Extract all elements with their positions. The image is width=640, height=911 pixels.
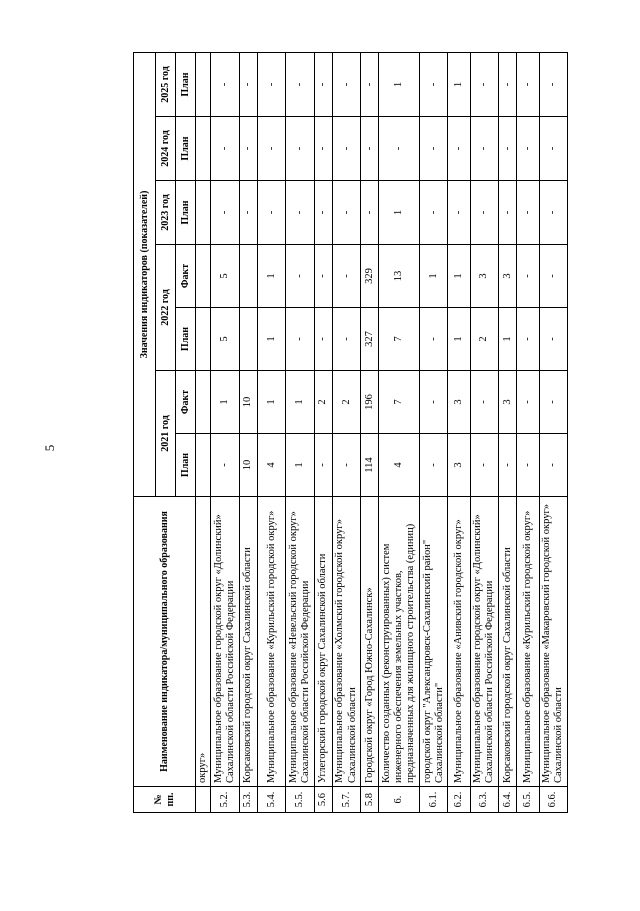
value-cell: 1	[257, 308, 285, 371]
value-cell: -	[470, 181, 498, 245]
value-cell: 3	[448, 434, 470, 497]
value-cell: -	[419, 371, 447, 434]
value-cell: -	[539, 308, 567, 371]
value-cell: -	[314, 117, 332, 181]
value-cell: -	[517, 434, 539, 497]
value-cell: -	[332, 245, 360, 308]
value-cell: -	[517, 117, 539, 181]
header-year-2021: 2021 год	[156, 371, 176, 497]
row-number: 5.2.	[211, 787, 239, 813]
value-cell: -	[257, 52, 285, 116]
table-body	[196, 52, 568, 812]
value-cell	[196, 245, 211, 308]
value-cell: 4	[379, 434, 420, 497]
table-row	[257, 52, 285, 812]
value-cell: -	[211, 117, 239, 181]
value-cell: -	[211, 52, 239, 116]
value-cell: -	[419, 117, 447, 181]
value-cell	[196, 371, 211, 434]
row-name: Корсаковский городской округ Сахалинской области	[499, 497, 517, 787]
value-cell: -	[539, 117, 567, 181]
row-number: 6.4.	[499, 787, 517, 813]
value-cell: -	[314, 434, 332, 497]
table-row	[211, 52, 239, 812]
value-cell	[196, 52, 211, 116]
value-cell: 1	[286, 371, 314, 434]
value-cell: 1	[257, 245, 285, 308]
page-number: 5	[42, 444, 57, 452]
value-cell: -	[448, 181, 470, 245]
value-cell: -	[499, 117, 517, 181]
row-number	[196, 787, 211, 813]
table-row	[239, 52, 257, 812]
value-cell: 5	[211, 245, 239, 308]
value-cell: -	[539, 181, 567, 245]
value-cell: 1	[448, 308, 470, 371]
row-name: Муниципальное образование «Макаровский городской округ» Сахалинской области	[539, 497, 567, 787]
row-number: 5.7.	[332, 787, 360, 813]
value-cell: -	[286, 245, 314, 308]
value-cell: -	[539, 52, 567, 116]
table-row	[499, 52, 517, 812]
row-name: Муниципальное образование «Холмский городской округ» Сахалинской области	[332, 497, 360, 787]
value-cell: -	[517, 245, 539, 308]
value-cell: 2	[314, 371, 332, 434]
value-cell: -	[286, 117, 314, 181]
value-cell: -	[332, 434, 360, 497]
value-cell: -	[499, 181, 517, 245]
value-cell: -	[499, 52, 517, 116]
value-cell: -	[286, 52, 314, 116]
value-cell: -	[332, 52, 360, 116]
row-number: 6.1.	[419, 787, 447, 813]
value-cell: -	[517, 181, 539, 245]
header-name: Наименование индикатора/муниципального образования	[134, 497, 196, 787]
header-plan: План	[176, 117, 196, 181]
value-cell: -	[419, 52, 447, 116]
value-cell: -	[257, 117, 285, 181]
header-plan: План	[176, 434, 196, 497]
value-cell: -	[361, 181, 379, 245]
row-number: 5.4.	[257, 787, 285, 813]
value-cell: -	[470, 371, 498, 434]
value-cell: 5	[211, 308, 239, 371]
value-cell: -	[286, 308, 314, 371]
row-name: Углегорский городской округ Сахалинской области	[314, 497, 332, 787]
row-number: 5.3.	[239, 787, 257, 813]
header-values: Значения индикаторов (показателей)	[134, 52, 156, 496]
value-cell	[239, 308, 257, 371]
value-cell: -	[314, 308, 332, 371]
value-cell: 329	[361, 245, 379, 308]
header-year-2025: 2025 год	[156, 52, 176, 116]
row-number: 5.5.	[286, 787, 314, 813]
value-cell	[196, 308, 211, 371]
value-cell: 1	[379, 52, 420, 116]
value-cell: -	[539, 245, 567, 308]
table-row	[419, 52, 447, 812]
value-cell: 114	[361, 434, 379, 497]
value-cell: 4	[257, 434, 285, 497]
header-num: № пп.	[134, 787, 196, 813]
table-header	[134, 52, 196, 812]
value-cell: 1	[448, 245, 470, 308]
table-row	[379, 52, 420, 812]
value-cell: 1	[499, 308, 517, 371]
row-name: Муниципальное образование «Курильский городской округ»	[257, 497, 285, 787]
header-plan: План	[176, 308, 196, 371]
value-cell: 1	[257, 371, 285, 434]
value-cell	[239, 245, 257, 308]
value-cell: -	[499, 434, 517, 497]
value-cell: 327	[361, 308, 379, 371]
row-number: 6.3.	[470, 787, 498, 813]
value-cell: -	[517, 308, 539, 371]
value-cell: -	[470, 117, 498, 181]
value-cell	[196, 117, 211, 181]
header-plan: План	[176, 52, 196, 116]
row-number: 6.	[379, 787, 420, 813]
value-cell: -	[517, 52, 539, 116]
value-cell: -	[211, 434, 239, 497]
value-cell: -	[239, 117, 257, 181]
value-cell: 2	[332, 371, 360, 434]
header-plan: План	[176, 181, 196, 245]
table-row	[470, 52, 498, 812]
value-cell: 2	[470, 308, 498, 371]
value-cell: -	[419, 308, 447, 371]
value-cell: -	[332, 308, 360, 371]
row-name: городской округ "Александровск-Сахалинский район" Сахалинской области"	[419, 497, 447, 787]
value-cell: 10	[239, 371, 257, 434]
row-number: 5.6	[314, 787, 332, 813]
value-cell: 7	[379, 308, 420, 371]
value-cell: 3	[470, 245, 498, 308]
row-number: 6.6.	[539, 787, 567, 813]
row-number: 6.5.	[517, 787, 539, 813]
row-number: 6.2.	[448, 787, 470, 813]
value-cell: 10	[239, 434, 257, 497]
row-name: округ»	[196, 497, 211, 787]
row-name: Муниципальное образование «Курильский городской округ»	[517, 497, 539, 787]
value-cell: -	[314, 245, 332, 308]
value-cell: 3	[499, 245, 517, 308]
value-cell: -	[239, 181, 257, 245]
row-name: Количество созданных (реконструированных) систем инженерного обеспечения земельных участков, предназначенных для жилищного строительства (единиц)	[379, 497, 420, 787]
value-cell	[196, 181, 211, 245]
value-cell: -	[332, 117, 360, 181]
header-year-2022: 2022 год	[156, 245, 176, 371]
header-year-2023: 2023 год	[156, 181, 176, 245]
table-row	[286, 52, 314, 812]
value-cell: 1	[286, 434, 314, 497]
header-fact: Факт	[176, 245, 196, 308]
row-name: Муниципальное образование «Анивский городской округ»	[448, 497, 470, 787]
value-cell: -	[361, 117, 379, 181]
value-cell: -	[257, 181, 285, 245]
value-cell: -	[470, 434, 498, 497]
value-cell: 3	[499, 371, 517, 434]
row-name: Корсаковский городской округ Сахалинской области	[239, 497, 257, 787]
row-name: Городской округ «Город Южно-Сахалинск»	[361, 497, 379, 787]
value-cell: 13	[379, 245, 420, 308]
value-cell	[196, 434, 211, 497]
value-cell: -	[239, 52, 257, 116]
value-cell: -	[539, 434, 567, 497]
value-cell: -	[361, 52, 379, 116]
table-row	[332, 52, 360, 812]
value-cell: 3	[448, 371, 470, 434]
indicator-table	[133, 52, 568, 813]
table-row	[517, 52, 539, 812]
header-fact: Факт	[176, 371, 196, 434]
table-row	[196, 52, 211, 812]
value-cell: -	[448, 117, 470, 181]
value-cell: -	[517, 371, 539, 434]
table-row	[448, 52, 470, 812]
value-cell: -	[286, 181, 314, 245]
value-cell: -	[314, 52, 332, 116]
table-row	[314, 52, 332, 812]
value-cell: -	[419, 434, 447, 497]
row-name: Муниципальное образование городской округ «Долинский» Сахалинской области Российской Федерации	[211, 497, 239, 787]
row-name: Муниципальное образование городской округ «Долинский» Сахалинской области Российской Федерации	[470, 497, 498, 787]
value-cell: 1	[448, 52, 470, 116]
table-row	[539, 52, 567, 812]
header-year-2024: 2024 год	[156, 117, 176, 181]
row-name: Муниципальное образование «Невельский городской округ» Сахалинской области Российской Федерации	[286, 497, 314, 787]
value-cell: 1	[419, 245, 447, 308]
value-cell: 1	[379, 181, 420, 245]
indicator-table-sheet	[133, 53, 568, 813]
value-cell: -	[332, 181, 360, 245]
row-number: 5.8	[361, 787, 379, 813]
value-cell: -	[314, 181, 332, 245]
value-cell: -	[211, 181, 239, 245]
value-cell: 1	[211, 371, 239, 434]
value-cell: -	[379, 117, 420, 181]
value-cell: -	[419, 181, 447, 245]
value-cell: -	[539, 371, 567, 434]
table-row	[361, 52, 379, 812]
value-cell: -	[470, 52, 498, 116]
value-cell: 196	[361, 371, 379, 434]
value-cell: 7	[379, 371, 420, 434]
